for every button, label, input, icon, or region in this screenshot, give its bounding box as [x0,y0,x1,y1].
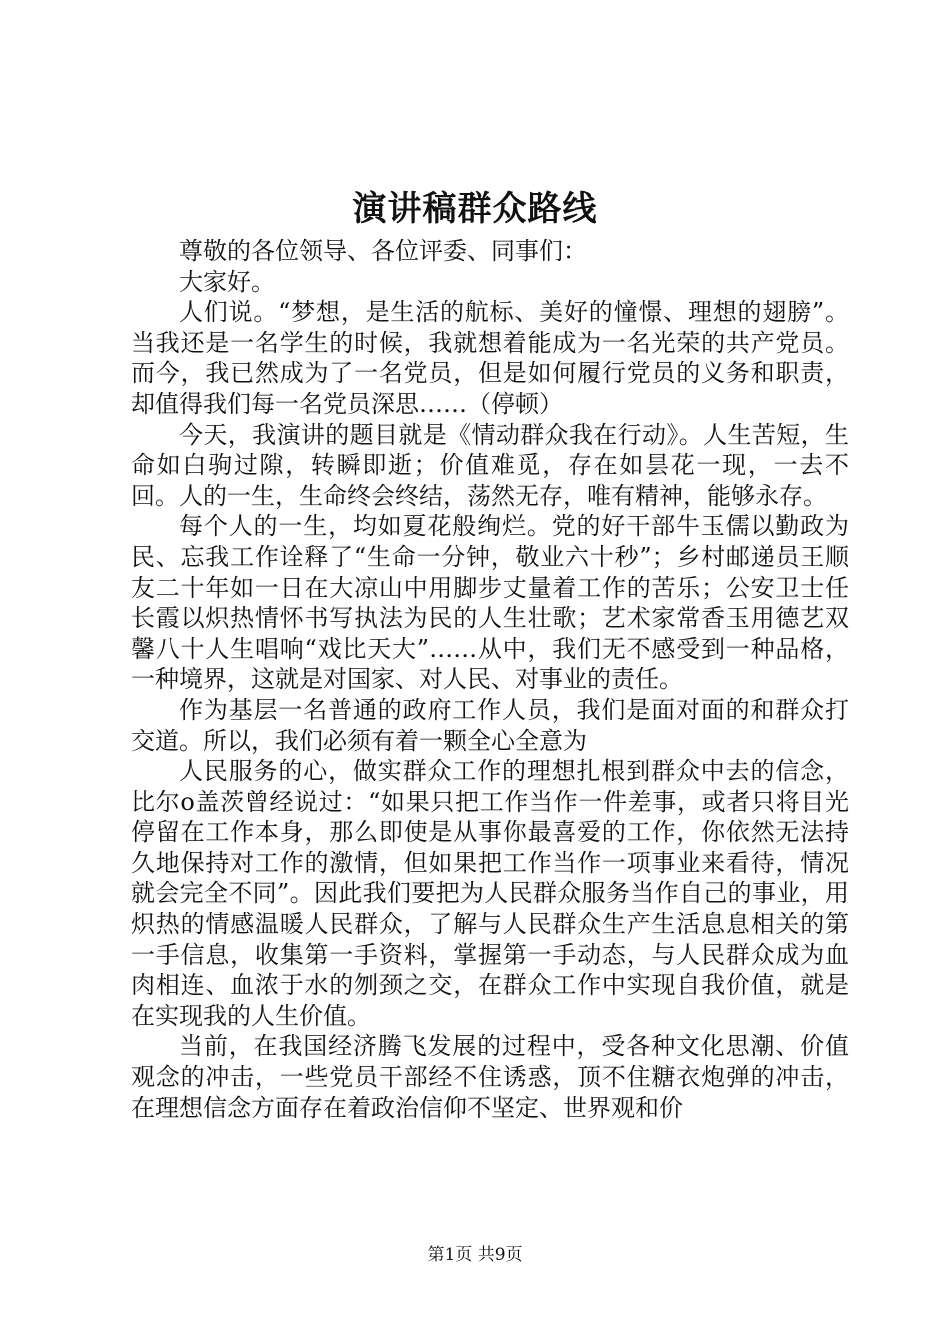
document-title: 演讲稿群众路线 [352,189,598,229]
paragraph: 人民服务的心，做实群众工作的理想扎根到群众中去的信念，比尔ο盖茨曾经说过：“如果只把工作当作一件差事，或者只将目光停留在工作本身，那么即使是从事你最喜爱的工作，你依然无法持久地保持对工作的激情，但如果把工作当作一项事业来看待，情况就会完全不同”。因此我们要把为人民群众服务当作自己的事业，用炽热的情感温暖人民群众，了解与人民群众生产生活息息相关的第一手信息，收集第一手资料，掌握第一手动态，与人民群众成为血肉相连、血浓于水的刎颈之交，在群众工作中实现自我价值，就是在实现我的人生价值。 [131,757,849,1030]
paragraph: 今天，我演讲的题目就是《情动群众我在行动》。人生苦短，生命如白驹过隙，转瞬即逝；价值难觅，存在如昙花一现，一去不回。人的一生，生命终会终结，荡然无存，唯有精神，能够永存。 [131,420,849,510]
paragraph: 人们说。“梦想，是生活的航标、美好的憧憬、理想的翅膀”。当我还是一名学生的时候，我就想着能成为一名光荣的共产党员。而今，我已然成为了一名党员，但是如何履行党员的义务和职责，却值得我们每一名党员深思……（停顿） [131,298,849,418]
paragraph: 当前，在我国经济腾飞发展的过程中，受各种文化思潮、价值观念的冲击，一些党员干部经不住诱惑，顶不住糖衣炮弹的冲击，在理想信念方面存在着政治信仰不坚定、世界观和价 [131,1032,849,1122]
paragraph: 大家好。 [179,267,275,296]
paragraph: 尊敬的各位领导、各位评委、同事们： [179,237,587,265]
paragraph: 每个人的一生，均如夏花般绚烂。党的好干部牛玉儒以勤政为民、忘我工作诠释了“生命一分钟，敬业六十秒”；乡村邮递员王顺友二十年如一日在大凉山中用脚步丈量着工作的苦乐；公安卫士任长霞以炽热情怀书写执法为民的人生壮歌；艺术家常香玉用德艺双馨八十人生唱响“戏比天大”……从中，我们无不感受到一种品格，一种境界，这就是对国家、对人民、对事业的责任。 [131,512,849,694]
page-footer: 第1页 共9页 [427,1245,523,1265]
paragraph: 作为基层一名普通的政府工作人员，我们是面对面的和群众打交道。所以，我们必须有着一颗全心全意为 [131,695,849,755]
document-body [131,236,849,1123]
